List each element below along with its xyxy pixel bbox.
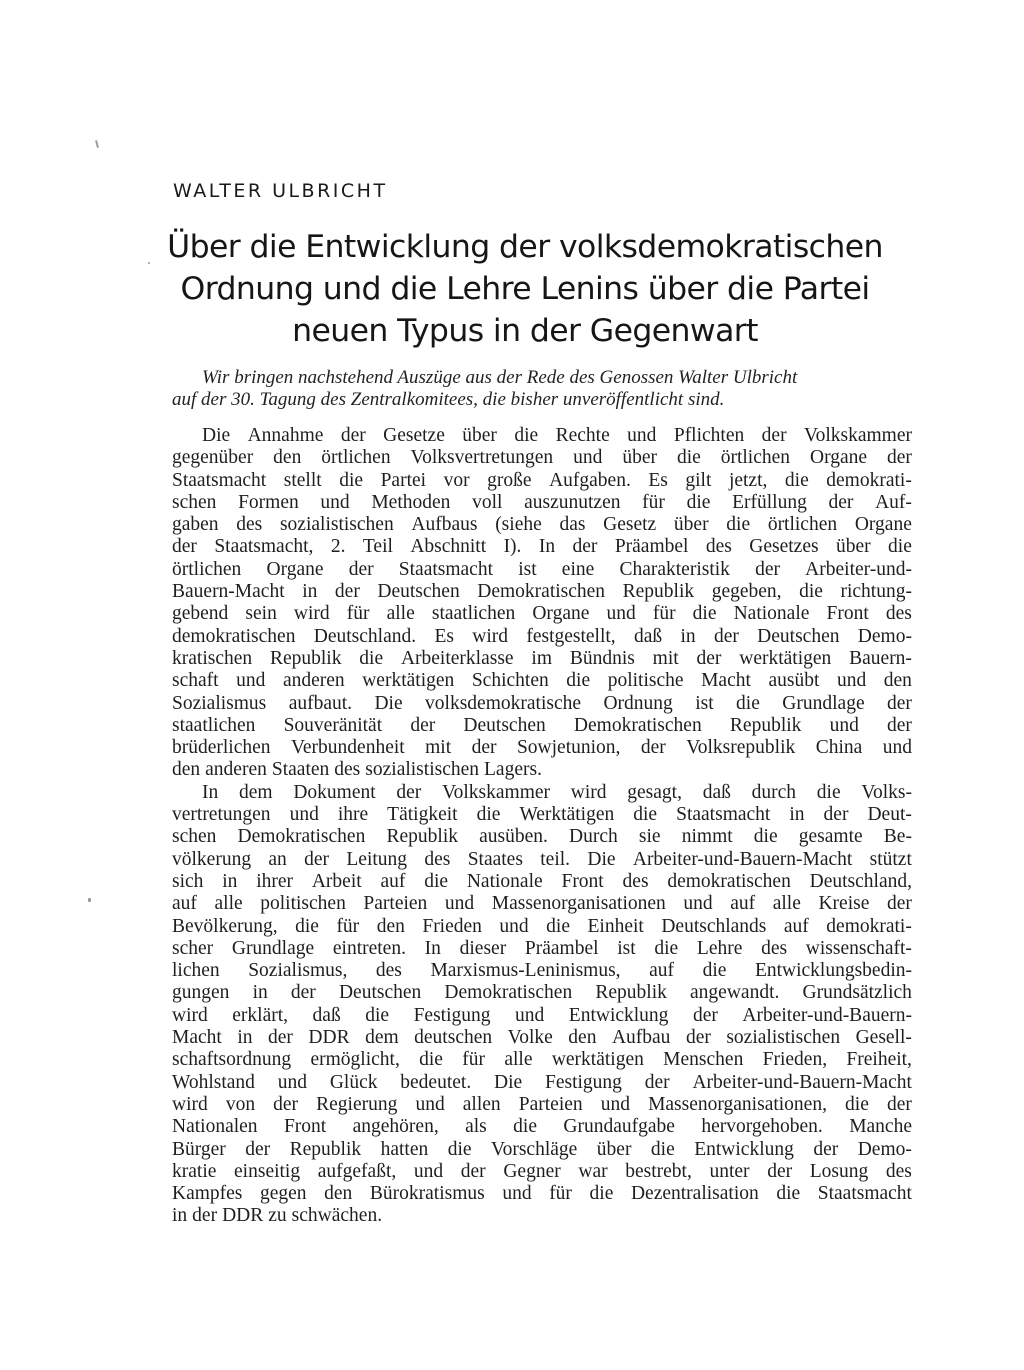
intro-note — [172, 367, 912, 411]
article-title — [150, 226, 900, 352]
body-line: wird von der Regierung und allen Parteien und Massenorganisationen, die der — [172, 1093, 912, 1115]
body-line: Bürger der Republik hatten die Vorschläge über die Entwicklung der Demo- — [172, 1138, 912, 1160]
intro-line: auf der 30. Tagung des Zentralkomitees, die bisher unveröffentlicht sind. — [172, 389, 725, 410]
body-line: den anderen Staaten des sozialistischen Lagers. — [172, 759, 542, 781]
body-paragraph — [172, 425, 912, 782]
title-line: neuen Typus in der Gegenwart — [292, 313, 758, 349]
body-line: Sozialismus aufbaut. Die volksdemokratische Ordnung ist die Grundlage der — [172, 692, 912, 714]
body-line: schaft und anderen werktätigen Schichten die politische Macht ausübt und den — [172, 670, 912, 692]
body-line: kratischen Republik die Arbeiterklasse im Bündnis mit der werktätigen Bauern- — [172, 647, 912, 669]
body-line: gungen in der Deutschen Demokratischen Republik angewandt. Grundsätzlich — [172, 982, 912, 1004]
body-line: Bevölkerung, die für den Frieden und die Einheit Deutschlands auf demokrati- — [172, 915, 912, 937]
body-line: schen Formen und Methoden voll auszunutzen für die Erfüllung der Auf- — [172, 491, 912, 513]
body-line: Staatsmacht stellt die Partei vor große Aufgaben. Es gilt jetzt, die demokrati- — [172, 469, 912, 491]
scan-speck — [95, 140, 99, 148]
body-line: in der DDR zu schwächen. — [172, 1205, 383, 1227]
body-line: Wohlstand und Glück bedeutet. Die Festigung der Arbeiter-und-Bauern-Macht — [172, 1071, 912, 1093]
body-line: der Staatsmacht, 2. Teil Abschnitt I). In der Präambel des Gesetzes über die — [172, 536, 912, 558]
body-line: schaftsordnung ermöglicht, die für alle werktätigen Menschen Frieden, Freiheit, — [172, 1049, 912, 1071]
body-line: gebend sein wird für alle staatlichen Organe und für die Nationale Front des — [172, 603, 912, 625]
title-line: Ordnung und die Lehre Lenins über die Partei — [180, 271, 870, 307]
author-name: WALTER ULBRICHT — [173, 180, 388, 202]
body-line: In dem Dokument der Volkskammer wird gesagt, daß durch die Volks- — [202, 781, 912, 803]
body-line: gegenüber den örtlichen Volksvertretungen und über die örtlichen Organe der — [172, 447, 912, 469]
body-line: sich in ihrer Arbeit auf die Nationale Front des demokratischen Deutschland, — [172, 870, 912, 892]
title-line: Über die Entwicklung der volksdemokratischen — [167, 229, 883, 265]
scan-speck — [88, 898, 91, 902]
body-line: demokratischen Deutschland. Es wird festgestellt, daß in der Deutschen Demo- — [172, 625, 912, 647]
body-line: gaben des sozialistischen Aufbaus (siehe das Gesetz über die örtlichen Organe — [172, 514, 912, 536]
body-line: wird erklärt, daß die Festigung und Entwicklung der Arbeiter-und-Bauern- — [172, 1004, 912, 1026]
body-line: örtlichen Organe der Staatsmacht ist eine Charakteristik der Arbeiter-und- — [172, 558, 912, 580]
body-line: vertretungen und ihre Tätigkeit die Werktätigen die Staatsmacht in der Deut- — [172, 804, 912, 826]
body-line: brüderlichen Verbundenheit mit der Sowjetunion, der Volksrepublik China und — [172, 737, 912, 759]
body-line: Kampfes gegen den Bürokratismus und für die Dezentralisation die Staatsmacht — [172, 1183, 912, 1205]
body-line: kratie einseitig aufgefaßt, und der Gegner war bestrebt, unter der Losung des — [172, 1160, 912, 1182]
body-paragraph — [172, 782, 912, 1228]
body-line: schen Demokratischen Republik ausüben. Durch sie nimmt die gesamte Be- — [172, 826, 912, 848]
body-line: Macht in der DDR dem deutschen Volke den Aufbau der sozialistischen Gesell- — [172, 1027, 912, 1049]
body-line: Bauern-Macht in der Deutschen Demokratischen Republik gegeben, die richtung- — [172, 581, 912, 603]
body-line: völkerung an der Leitung des Staates teil. Die Arbeiter-und-Bauern-Macht stützt — [172, 848, 912, 870]
body-line: staatlichen Souveränität der Deutschen Demokratischen Republik und der — [172, 714, 912, 736]
article-body — [172, 425, 912, 1228]
body-line: auf alle politischen Parteien und Massenorganisationen und auf alle Kreise der — [172, 893, 912, 915]
body-line: scher Grundlage eintreten. In dieser Präambel ist die Lehre des wissenschaft- — [172, 937, 912, 959]
body-line: Nationalen Front angehören, als die Grundaufgabe hervorgehoben. Manche — [172, 1116, 912, 1138]
intro-line: Wir bringen nachstehend Auszüge aus der Rede des Genossen Walter Ulbricht — [202, 367, 798, 388]
body-line: lichen Sozialismus, des Marxismus-Leninismus, auf die Entwicklungsbedin- — [172, 960, 912, 982]
body-line: Die Annahme der Gesetze über die Rechte und Pflichten der Volkskammer — [202, 425, 912, 446]
